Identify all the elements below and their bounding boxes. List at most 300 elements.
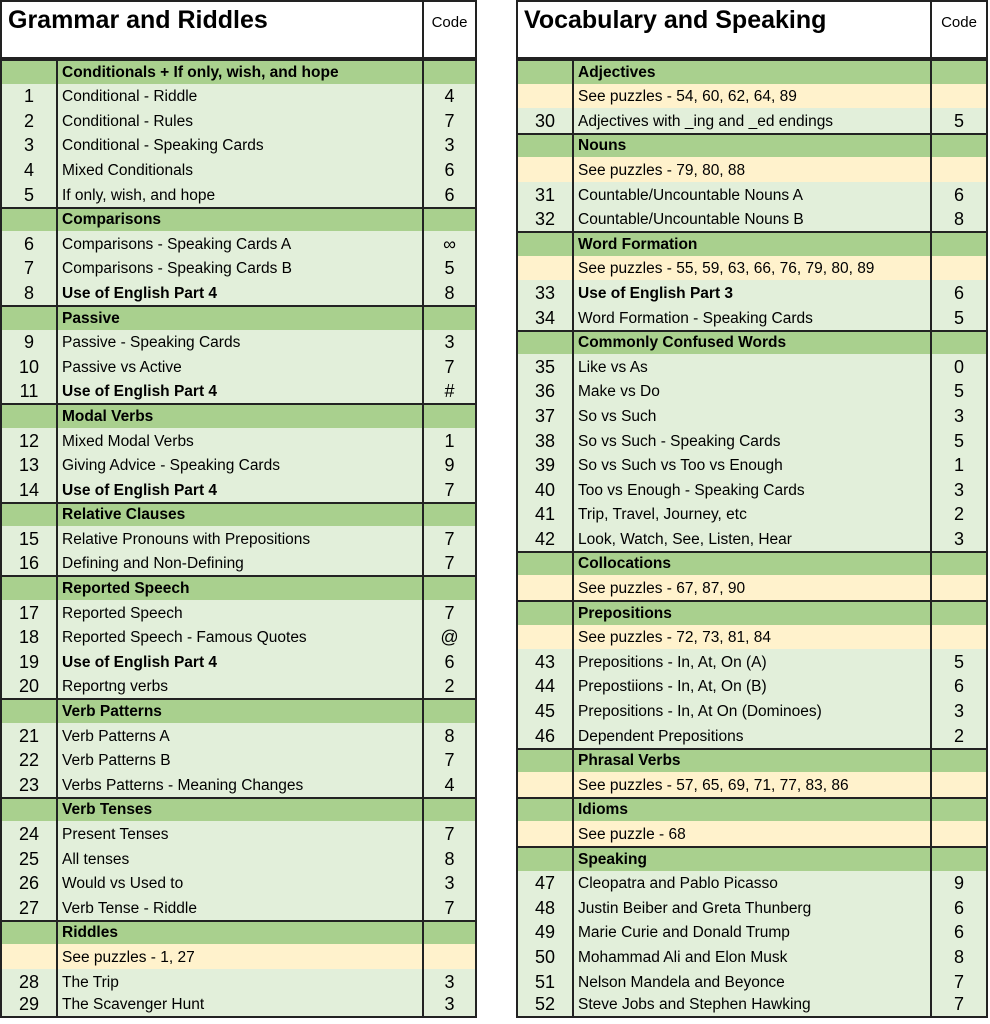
row-number: 1 bbox=[2, 84, 58, 109]
section-header-row bbox=[518, 330, 986, 355]
row-number bbox=[518, 135, 574, 158]
table-row bbox=[2, 846, 475, 871]
row-number: 48 bbox=[518, 895, 574, 920]
row-code: 3 bbox=[930, 403, 986, 428]
row-code: 3 bbox=[930, 698, 986, 723]
row-title: Comparisons - Speaking Cards A bbox=[62, 235, 292, 253]
see-puzzles-row bbox=[518, 575, 986, 600]
row-number bbox=[2, 799, 58, 822]
row-number: 3 bbox=[2, 133, 58, 158]
row-code: 7 bbox=[422, 600, 475, 625]
row-code: 6 bbox=[930, 920, 986, 945]
row-code: 8 bbox=[422, 846, 475, 871]
row-code: 7 bbox=[422, 108, 475, 133]
row-number: 21 bbox=[2, 723, 58, 748]
row-code bbox=[930, 157, 986, 182]
table-row bbox=[2, 330, 475, 355]
table-row bbox=[518, 108, 986, 133]
section-title: Idioms bbox=[578, 801, 628, 819]
row-title: See puzzles - 57, 65, 69, 71, 77, 83, 86 bbox=[578, 776, 849, 794]
row-code: 5 bbox=[930, 305, 986, 330]
row-title: If only, wish, and hope bbox=[62, 186, 216, 204]
table-row bbox=[2, 108, 475, 133]
row-title: Comparisons - Speaking Cards B bbox=[62, 260, 293, 278]
row-code: 9 bbox=[930, 871, 986, 896]
table-row bbox=[2, 625, 475, 650]
row-number: 15 bbox=[2, 526, 58, 551]
row-number: 9 bbox=[2, 330, 58, 355]
table-row bbox=[518, 994, 986, 1019]
table-row bbox=[518, 944, 986, 969]
row-code: 3 bbox=[930, 477, 986, 502]
code-column-header: Code bbox=[422, 2, 475, 57]
row-title: Reportng verbs bbox=[62, 678, 168, 696]
row-code bbox=[422, 577, 475, 600]
table-row bbox=[2, 674, 475, 699]
row-code: 8 bbox=[422, 723, 475, 748]
row-code: 7 bbox=[422, 477, 475, 502]
table-row bbox=[2, 133, 475, 158]
row-code: 7 bbox=[422, 748, 475, 773]
row-code bbox=[930, 84, 986, 109]
table-row bbox=[2, 453, 475, 478]
row-code: 2 bbox=[422, 674, 475, 699]
row-code: 9 bbox=[422, 453, 475, 478]
row-number: 10 bbox=[2, 354, 58, 379]
table-row bbox=[518, 674, 986, 699]
row-code: 8 bbox=[930, 944, 986, 969]
section-header-row bbox=[2, 920, 475, 945]
row-number: 7 bbox=[2, 256, 58, 281]
row-code bbox=[930, 750, 986, 773]
row-number: 39 bbox=[518, 453, 574, 478]
row-title: Conditional - Speaking Cards bbox=[62, 137, 264, 155]
row-number bbox=[518, 821, 574, 846]
row-number: 43 bbox=[518, 649, 574, 674]
row-number: 5 bbox=[2, 182, 58, 207]
row-number: 37 bbox=[518, 403, 574, 428]
table-row bbox=[518, 354, 986, 379]
table-title: Vocabulary and Speaking bbox=[524, 6, 827, 34]
row-number: 32 bbox=[518, 207, 574, 232]
row-number bbox=[518, 61, 574, 84]
section-header-row bbox=[2, 698, 475, 723]
table-row bbox=[518, 723, 986, 748]
row-title: Look, Watch, See, Listen, Hear bbox=[578, 530, 792, 548]
row-title: So vs Such bbox=[578, 407, 657, 425]
row-number: 49 bbox=[518, 920, 574, 945]
row-title: So vs Such - Speaking Cards bbox=[578, 432, 781, 450]
row-number: 31 bbox=[518, 182, 574, 207]
row-title: Mixed Conditionals bbox=[62, 161, 193, 179]
table-row bbox=[2, 182, 475, 207]
row-number bbox=[518, 625, 574, 650]
row-title: Use of English Part 4 bbox=[62, 481, 218, 499]
table-row bbox=[2, 256, 475, 281]
table-title: Grammar and Riddles bbox=[8, 6, 268, 34]
row-code: 4 bbox=[422, 772, 475, 797]
row-code bbox=[422, 700, 475, 723]
section-title: Conditionals + If only, wish, and hope bbox=[62, 63, 339, 81]
row-title: Cleopatra and Pablo Picasso bbox=[578, 875, 778, 893]
table-row bbox=[2, 821, 475, 846]
row-title: Too vs Enough - Speaking Cards bbox=[578, 481, 805, 499]
table-row bbox=[2, 748, 475, 773]
table-body bbox=[518, 59, 986, 1018]
row-code: @ bbox=[422, 625, 475, 650]
row-title: Mohammad Ali and Elon Musk bbox=[578, 948, 788, 966]
row-title: Prepositions - In, At, On (A) bbox=[578, 653, 767, 671]
row-code bbox=[422, 922, 475, 945]
row-code: 6 bbox=[930, 182, 986, 207]
row-number bbox=[2, 504, 58, 527]
row-title: Verb Patterns A bbox=[62, 727, 170, 745]
table-row bbox=[518, 379, 986, 404]
row-number: 24 bbox=[2, 821, 58, 846]
row-number: 2 bbox=[2, 108, 58, 133]
table-row bbox=[2, 231, 475, 256]
row-number bbox=[2, 61, 58, 84]
row-number bbox=[518, 233, 574, 256]
row-title: Adjectives with _ing and _ed endings bbox=[578, 112, 834, 130]
row-code: 8 bbox=[930, 207, 986, 232]
row-code: 2 bbox=[930, 502, 986, 527]
row-code: 3 bbox=[422, 871, 475, 896]
section-title: Prepositions bbox=[578, 604, 672, 622]
section-title: Word Formation bbox=[578, 235, 698, 253]
table-row bbox=[518, 453, 986, 478]
row-title: The Trip bbox=[62, 973, 119, 991]
row-number bbox=[2, 307, 58, 330]
table-row bbox=[2, 600, 475, 625]
row-title: Prepositions - In, At On (Dominoes) bbox=[578, 703, 822, 721]
row-title: See puzzles - 67, 87, 90 bbox=[578, 580, 746, 598]
row-title: Passive - Speaking Cards bbox=[62, 334, 241, 352]
row-number bbox=[518, 256, 574, 281]
row-number bbox=[518, 602, 574, 625]
row-title: Like vs As bbox=[578, 358, 648, 376]
section-header-row bbox=[2, 207, 475, 232]
row-number: 28 bbox=[2, 969, 58, 994]
row-number bbox=[2, 700, 58, 723]
row-code: 5 bbox=[422, 256, 475, 281]
row-number: 23 bbox=[2, 772, 58, 797]
row-title: Nelson Mandela and Beyonce bbox=[578, 973, 785, 991]
table-row bbox=[518, 477, 986, 502]
row-code: 3 bbox=[930, 526, 986, 551]
row-number: 18 bbox=[2, 625, 58, 650]
table-row bbox=[518, 895, 986, 920]
row-title: Passive vs Active bbox=[62, 358, 182, 376]
row-code: 0 bbox=[930, 354, 986, 379]
table-row bbox=[2, 551, 475, 576]
row-code bbox=[930, 135, 986, 158]
row-number bbox=[2, 922, 58, 945]
row-code: # bbox=[422, 379, 475, 404]
section-title: Adjectives bbox=[578, 63, 656, 81]
row-code: 7 bbox=[422, 551, 475, 576]
row-number: 41 bbox=[518, 502, 574, 527]
table-row bbox=[518, 428, 986, 453]
row-number bbox=[518, 848, 574, 871]
table-row bbox=[2, 157, 475, 182]
section-header-row bbox=[518, 551, 986, 576]
row-code bbox=[422, 61, 475, 84]
row-number: 44 bbox=[518, 674, 574, 699]
row-code bbox=[930, 821, 986, 846]
table-row bbox=[518, 403, 986, 428]
row-number: 16 bbox=[2, 551, 58, 576]
row-code: 6 bbox=[422, 157, 475, 182]
row-title: The Scavenger Hunt bbox=[62, 996, 205, 1014]
table-row bbox=[518, 871, 986, 896]
section-title: Comparisons bbox=[62, 211, 162, 229]
row-code bbox=[930, 256, 986, 281]
row-title: See puzzles - 54, 60, 62, 64, 89 bbox=[578, 88, 797, 106]
table-row bbox=[518, 207, 986, 232]
row-number bbox=[2, 209, 58, 232]
table-row bbox=[518, 698, 986, 723]
section-title: Verb Tenses bbox=[62, 801, 153, 819]
row-number: 20 bbox=[2, 674, 58, 699]
row-title: See puzzles - 72, 73, 81, 84 bbox=[578, 629, 772, 647]
row-title: Conditional - Rules bbox=[62, 112, 193, 130]
row-number: 52 bbox=[518, 994, 574, 1017]
table-row bbox=[518, 305, 986, 330]
row-number bbox=[518, 553, 574, 576]
section-header-row bbox=[518, 748, 986, 773]
row-title: Relative Pronouns with Prepositions bbox=[62, 530, 311, 548]
row-code: 1 bbox=[422, 428, 475, 453]
row-code: 6 bbox=[930, 280, 986, 305]
row-number: 25 bbox=[2, 846, 58, 871]
row-number: 14 bbox=[2, 477, 58, 502]
row-number: 46 bbox=[518, 723, 574, 748]
section-header-row bbox=[518, 59, 986, 84]
code-column-header: Code bbox=[930, 2, 986, 57]
row-number: 51 bbox=[518, 969, 574, 994]
row-code: 7 bbox=[422, 354, 475, 379]
row-number: 42 bbox=[518, 526, 574, 551]
section-header-row bbox=[2, 502, 475, 527]
row-code bbox=[422, 504, 475, 527]
section-header-row bbox=[518, 797, 986, 822]
row-title: Countable/Uncountable Nouns A bbox=[578, 186, 803, 204]
table-row bbox=[2, 280, 475, 305]
row-code: 5 bbox=[930, 428, 986, 453]
row-number bbox=[518, 772, 574, 797]
row-title: Make vs Do bbox=[578, 383, 660, 401]
row-number: 30 bbox=[518, 108, 574, 133]
row-number: 45 bbox=[518, 698, 574, 723]
section-header-row bbox=[2, 305, 475, 330]
table-row bbox=[2, 477, 475, 502]
row-code: 7 bbox=[422, 895, 475, 920]
table-body bbox=[2, 59, 475, 1018]
row-number: 22 bbox=[2, 748, 58, 773]
section-header-row bbox=[2, 403, 475, 428]
row-title: Verbs Patterns - Meaning Changes bbox=[62, 776, 304, 794]
table-row bbox=[2, 772, 475, 797]
row-code bbox=[422, 944, 475, 969]
table-row bbox=[518, 280, 986, 305]
see-puzzles-row bbox=[518, 772, 986, 797]
section-title: Modal Verbs bbox=[62, 407, 154, 425]
row-title: So vs Such vs Too vs Enough bbox=[578, 457, 783, 475]
row-number: 29 bbox=[2, 994, 58, 1017]
table-row bbox=[518, 526, 986, 551]
row-title: Giving Advice - Speaking Cards bbox=[62, 457, 280, 475]
row-number: 38 bbox=[518, 428, 574, 453]
section-title: Relative Clauses bbox=[62, 506, 186, 524]
section-title: Commonly Confused Words bbox=[578, 334, 787, 352]
row-title: Reported Speech - Famous Quotes bbox=[62, 629, 307, 647]
section-title: Nouns bbox=[578, 137, 627, 155]
row-title: Use of English Part 4 bbox=[62, 284, 218, 302]
row-title: Steve Jobs and Stephen Hawking bbox=[578, 996, 811, 1014]
row-code: 7 bbox=[422, 526, 475, 551]
row-code: 6 bbox=[422, 649, 475, 674]
vocabulary-speaking-table bbox=[516, 0, 988, 1018]
row-number: 40 bbox=[518, 477, 574, 502]
section-header-row bbox=[2, 797, 475, 822]
row-number bbox=[518, 799, 574, 822]
section-title: Riddles bbox=[62, 924, 118, 942]
table-row bbox=[2, 84, 475, 109]
row-code bbox=[930, 332, 986, 355]
table-row bbox=[2, 354, 475, 379]
section-header-row bbox=[2, 59, 475, 84]
row-number: 4 bbox=[2, 157, 58, 182]
see-puzzles-row bbox=[518, 84, 986, 109]
row-title: Dependent Prepositions bbox=[578, 727, 744, 745]
row-code: 6 bbox=[930, 674, 986, 699]
row-title: Trip, Travel, Journey, etc bbox=[578, 506, 747, 524]
row-number bbox=[2, 405, 58, 428]
row-code: 3 bbox=[422, 133, 475, 158]
table-row bbox=[2, 994, 475, 1019]
row-code bbox=[930, 575, 986, 600]
row-number: 11 bbox=[2, 379, 58, 404]
row-title: Reported Speech bbox=[62, 604, 183, 622]
row-number bbox=[518, 84, 574, 109]
section-header-row bbox=[518, 133, 986, 158]
row-number: 36 bbox=[518, 379, 574, 404]
section-title: Collocations bbox=[578, 555, 672, 573]
table-row bbox=[518, 969, 986, 994]
grammar-riddles-table bbox=[0, 0, 477, 1018]
row-code: ∞ bbox=[422, 231, 475, 256]
table-row bbox=[518, 649, 986, 674]
row-number: 33 bbox=[518, 280, 574, 305]
row-code bbox=[930, 799, 986, 822]
row-code: 1 bbox=[930, 453, 986, 478]
row-title: Countable/Uncountable Nouns B bbox=[578, 211, 804, 229]
row-code bbox=[422, 307, 475, 330]
see-puzzles-row bbox=[518, 625, 986, 650]
row-number bbox=[518, 332, 574, 355]
row-title: Word Formation - Speaking Cards bbox=[578, 309, 813, 327]
section-title: Phrasal Verbs bbox=[578, 752, 681, 770]
section-title: Speaking bbox=[578, 850, 647, 868]
section-header-row bbox=[2, 575, 475, 600]
row-number: 50 bbox=[518, 944, 574, 969]
row-title: Prepostiions - In, At, On (B) bbox=[578, 678, 767, 696]
row-title: Would vs Used to bbox=[62, 875, 184, 893]
row-code: 6 bbox=[930, 895, 986, 920]
row-code: 6 bbox=[422, 182, 475, 207]
table-row bbox=[518, 502, 986, 527]
table-row bbox=[518, 182, 986, 207]
row-code bbox=[930, 602, 986, 625]
row-code: 3 bbox=[422, 330, 475, 355]
row-code bbox=[422, 799, 475, 822]
row-code bbox=[422, 405, 475, 428]
row-title: Verb Tense - Riddle bbox=[62, 899, 197, 917]
row-number bbox=[518, 157, 574, 182]
row-code: 8 bbox=[422, 280, 475, 305]
row-number: 34 bbox=[518, 305, 574, 330]
table-row bbox=[2, 871, 475, 896]
see-puzzles-row bbox=[518, 157, 986, 182]
row-number: 26 bbox=[2, 871, 58, 896]
row-code: 2 bbox=[930, 723, 986, 748]
row-code: 5 bbox=[930, 379, 986, 404]
table-row bbox=[2, 723, 475, 748]
row-code bbox=[930, 772, 986, 797]
row-title: Marie Curie and Donald Trump bbox=[578, 924, 790, 942]
section-title: Reported Speech bbox=[62, 580, 190, 598]
row-code bbox=[930, 233, 986, 256]
row-number bbox=[2, 944, 58, 969]
row-code bbox=[930, 553, 986, 576]
row-number: 13 bbox=[2, 453, 58, 478]
row-title: See puzzles - 79, 80, 88 bbox=[578, 161, 746, 179]
table-row bbox=[518, 920, 986, 945]
row-code: 3 bbox=[422, 969, 475, 994]
row-code: 5 bbox=[930, 108, 986, 133]
row-number bbox=[2, 577, 58, 600]
see-puzzles-row bbox=[518, 256, 986, 281]
row-title: Defining and Non-Defining bbox=[62, 555, 244, 573]
row-number: 17 bbox=[2, 600, 58, 625]
row-title: Use of English Part 4 bbox=[62, 383, 218, 401]
row-number: 47 bbox=[518, 871, 574, 896]
table-row bbox=[2, 969, 475, 994]
section-header-row bbox=[518, 231, 986, 256]
row-code: 7 bbox=[930, 994, 986, 1017]
row-title: See puzzles - 55, 59, 63, 66, 76, 79, 80, 89 bbox=[578, 260, 875, 278]
row-title: Present Tenses bbox=[62, 826, 169, 843]
row-title: See puzzles - 1, 27 bbox=[62, 948, 195, 966]
row-code bbox=[422, 209, 475, 232]
table-row bbox=[2, 428, 475, 453]
row-number bbox=[518, 750, 574, 773]
row-code bbox=[930, 848, 986, 871]
section-header-row bbox=[518, 846, 986, 871]
see-puzzles-row bbox=[518, 821, 986, 846]
row-title: Verb Patterns B bbox=[62, 752, 171, 770]
row-code: 3 bbox=[422, 994, 475, 1017]
row-title: Justin Beiber and Greta Thunberg bbox=[578, 899, 812, 917]
table-row bbox=[2, 649, 475, 674]
row-code: 7 bbox=[930, 969, 986, 994]
table-row bbox=[2, 895, 475, 920]
row-number: 27 bbox=[2, 895, 58, 920]
section-title: Verb Patterns bbox=[62, 703, 162, 721]
row-title: All tenses bbox=[62, 850, 130, 868]
table-header bbox=[2, 0, 475, 59]
